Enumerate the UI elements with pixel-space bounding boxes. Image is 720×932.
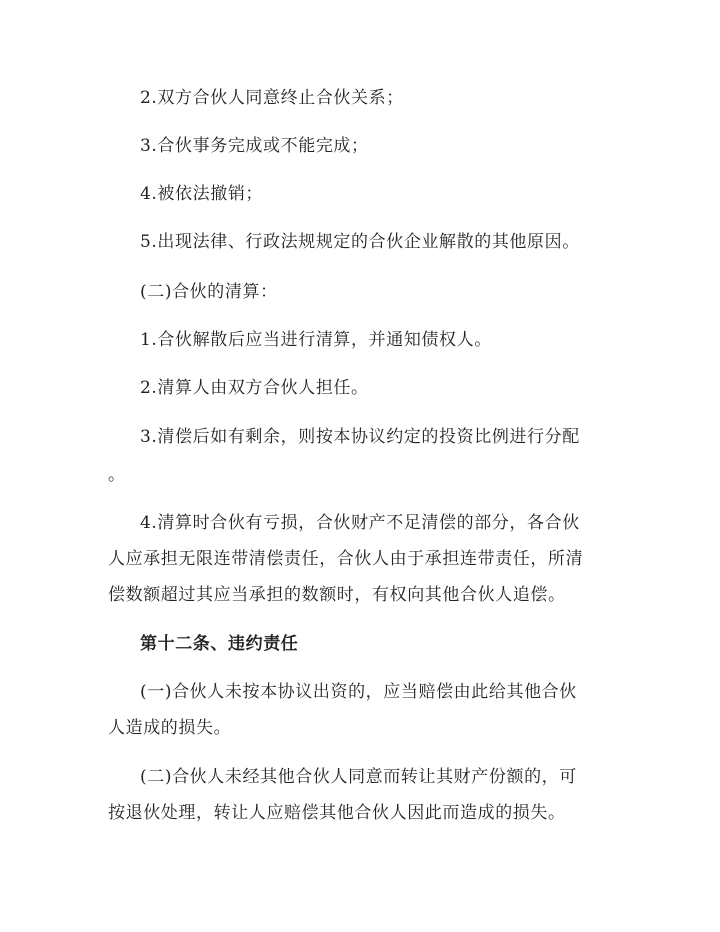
continuation-line: 人应承担无限连带清偿责任，合伙人由于承担连带责任，所清 xyxy=(108,549,584,569)
paragraph-line: (一)合伙人未按本协议出资的，应当赔偿由此给其他合伙 xyxy=(140,682,577,702)
list-item: 3.清偿后如有剩余，则按本协议约定的投资比例进行分配 xyxy=(140,427,580,447)
list-item: 4.清算时合伙有亏损，合伙财产不足清偿的部分，各合伙 xyxy=(140,513,580,533)
continuation-line: 。 xyxy=(108,465,126,485)
article-heading: 第十二条、违约责任 xyxy=(140,634,299,654)
list-item: 2.双方合伙人同意终止合伙关系； xyxy=(140,88,404,108)
list-item: 5.出现法律、行政法规规定的合伙企业解散的其他原因。 xyxy=(140,232,580,252)
continuation-line: 人造成的损失。 xyxy=(108,718,232,738)
list-item: 2.清算人由双方合伙人担任。 xyxy=(140,378,369,398)
continuation-line: 按退伙处理，转让人应赔偿其他合伙人因此而造成的损失。 xyxy=(108,803,566,823)
list-item: 3.合伙事务完成或不能完成； xyxy=(140,136,369,156)
list-item: 1.合伙解散后应当进行清算，并通知债权人。 xyxy=(140,330,492,350)
continuation-line: 偿数额超过其应当承担的数额时，有权向其他合伙人追偿。 xyxy=(108,585,566,605)
list-item: 4.被依法撤销； xyxy=(140,184,264,204)
paragraph-line: (二)合伙人未经其他合伙人同意而转让其财产份额的，可 xyxy=(140,767,577,787)
section-title: (二)合伙的清算： xyxy=(140,282,278,302)
